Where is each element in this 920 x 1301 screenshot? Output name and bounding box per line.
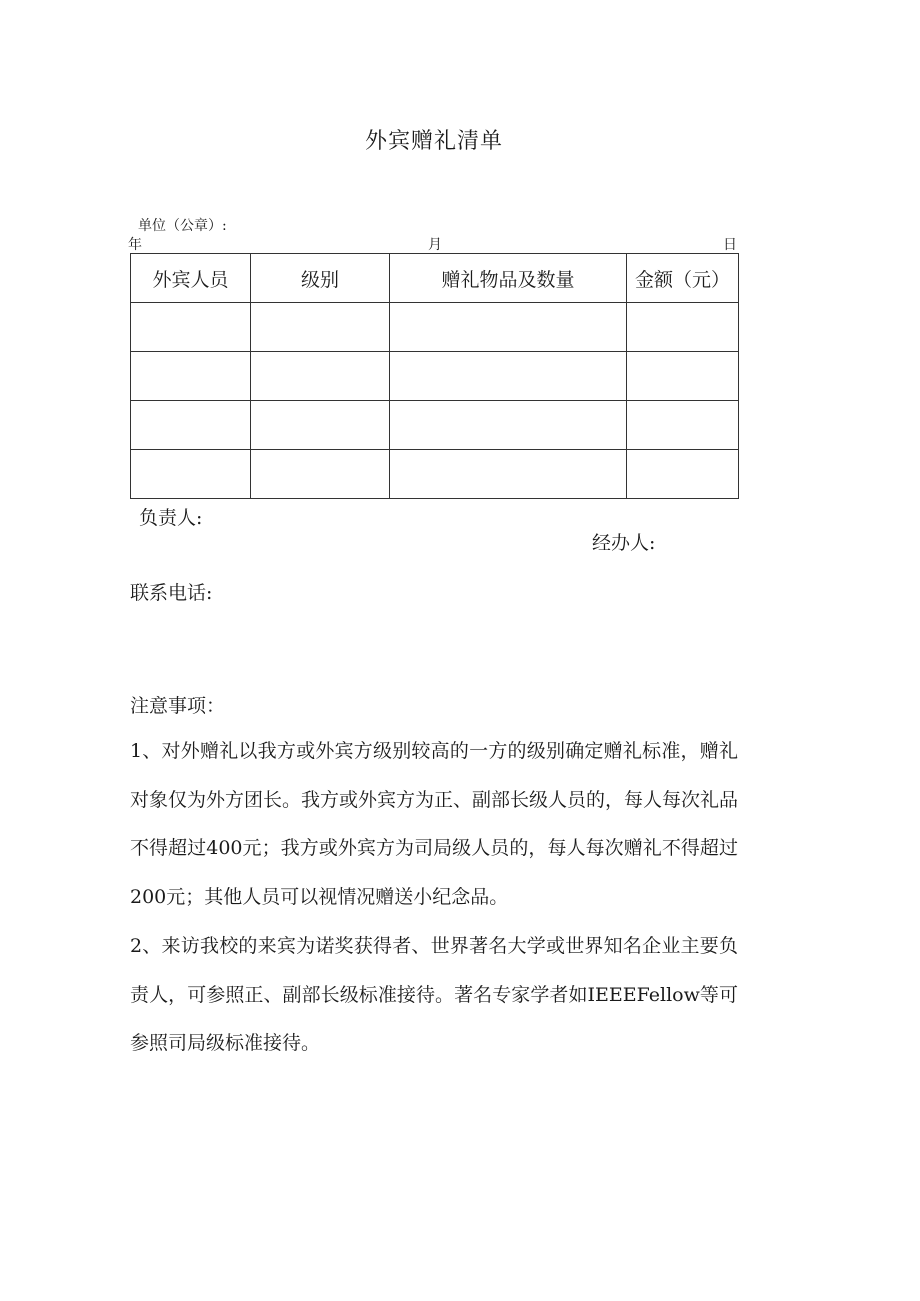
table-row	[131, 450, 739, 499]
table-cell[interactable]	[390, 450, 627, 499]
column-header-amount: 金额（元）	[627, 254, 739, 303]
handler-label: 经办人:	[592, 532, 656, 554]
note-item-2: 2、来访我校的来宾为诺奖获得者、世界著名大学或世界知名企业主要负责人，可参照正、副部长级标准接待。著名专家学者如IEEEFellow等可参照司局级标准接待。	[130, 935, 738, 1055]
table-cell[interactable]	[251, 352, 390, 401]
table-cell[interactable]	[251, 303, 390, 352]
responsible-person-label: 负责人:	[139, 507, 203, 529]
table-cell[interactable]	[627, 303, 739, 352]
table-cell[interactable]	[390, 401, 627, 450]
table-cell[interactable]	[131, 352, 251, 401]
gift-table	[130, 253, 739, 499]
table-cell[interactable]	[627, 401, 739, 450]
notes-heading: 注意事项：	[130, 695, 226, 717]
table-cell[interactable]	[131, 450, 251, 499]
date-month-label: 月	[428, 237, 442, 253]
table-header-row	[131, 254, 739, 303]
table-row	[131, 352, 739, 401]
date-year-label: 年	[128, 237, 142, 253]
table-cell[interactable]	[390, 303, 627, 352]
table-row	[131, 303, 739, 352]
table-cell[interactable]	[251, 401, 390, 450]
column-header-gift-items: 赠礼物品及数量	[390, 254, 627, 303]
table-cell[interactable]	[627, 450, 739, 499]
contact-phone-label: 联系电话:	[130, 582, 213, 604]
table-cell[interactable]	[251, 450, 390, 499]
date-day-label: 日	[723, 237, 737, 253]
column-header-level: 级别	[251, 254, 390, 303]
page-title: 外宾赠礼清单	[364, 129, 503, 154]
table-cell[interactable]	[390, 352, 627, 401]
table-cell[interactable]	[131, 401, 251, 450]
table-cell[interactable]	[627, 352, 739, 401]
column-header-guest: 外宾人员	[131, 254, 251, 303]
table-row	[131, 401, 739, 450]
table-cell[interactable]	[131, 303, 251, 352]
unit-seal-label: 单位（公章）:	[138, 218, 227, 234]
note-item-1: 1、对外赠礼以我方或外宾方级别较高的一方的级别确定赠礼标准，赠礼对象仅为外方团长。我方或外宾方为正、副部长级人员的，每人每次礼品不得超过400元；我方或外宾方为司局级人员的，每人每次赠礼不得超过200元；其他人员可以视情况赠送小纪念品。	[130, 740, 739, 908]
